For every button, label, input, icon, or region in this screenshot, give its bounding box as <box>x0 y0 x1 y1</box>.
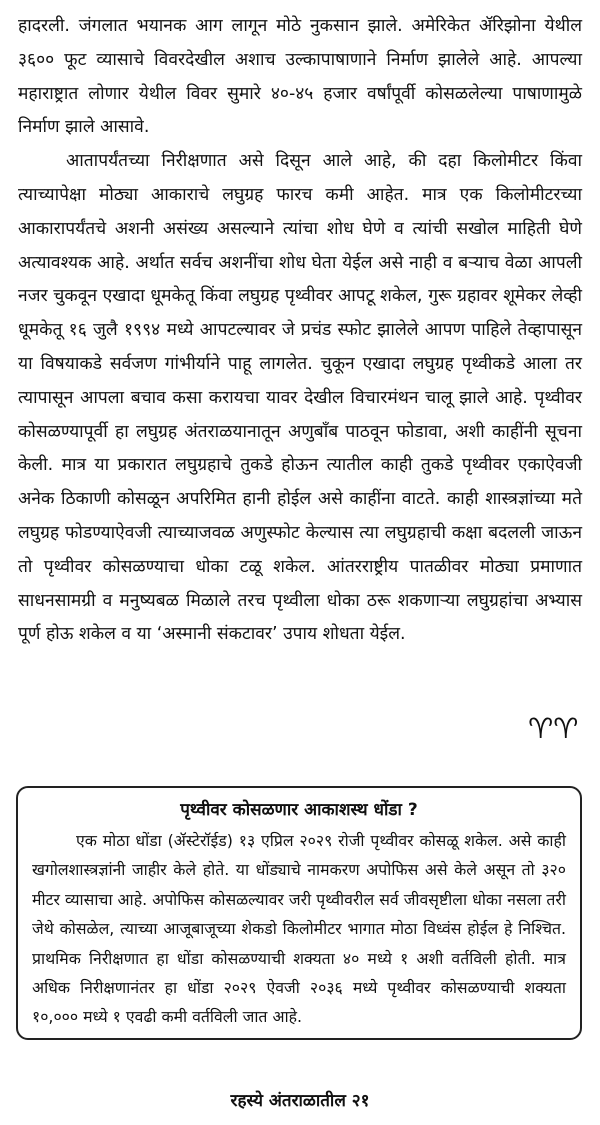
ornament-glyph: ♈♈ <box>528 712 579 745</box>
main-text <box>18 10 582 652</box>
paragraph-2: आतापर्यंतच्या निरीक्षणात असे दिसून आले आहे, की दहा किलोमीटर किंवा त्याच्यापेक्षा मोठ्या आकाराचे लघुग्रह फारच कमी आहेत. मात्र एक किलोमीटरच्या आकारापर्यंतचे अशनी असंख्य असल्याने त्यांचा शोध घेणे व त्यांची सखोल माहिती घेणे अत्यावश्यक आहे. अर्थात सर्वच अशनींचा शोध घेता येईल असे नाही व बऱ्याच वेळा आपली नजर चुकवून एखादा धूमकेतू किंवा लघुग्रह पृथ्वीवर आपटू शकेल, गुरू ग्रहावर शूमेकर लेव्ही धूमकेतू १६ जुलै १९९४ मध्ये आपटल्यावर जे प्रचंड स्फोट झालेले आपण पाहिले तेव्हापासून या विषयाकडे सर्वजण गांभीर्याने पाहू लागलेत. चुकून एखादा लघुग्रह पृथ्वीकडे आला तर त्यापासून आपला बचाव कसा करायचा यावर देखील विचारमंथन चालू झाले आहे. पृथ्वीवर कोसळण्यापूर्वी हा लघुग्रह अंतराळयानातून अणुबॉंब पाठवून फोडावा, अशी काहींनी सूचना केली. मात्र या प्रकारात लघुग्रहाचे तुकडे होऊन त्यातील काही तुकडे पृथ्वीवर एकाऐवजी अनेक ठिकाणी कोसळून अपरिमित हानी होईल असे काहींना वाटते. काही शास्त्रज्ञांच्या मते लघुग्रह फोडण्याऐवजी त्याच्याजवळ अणुस्फोट केल्यास त्या लघुग्रहाची कक्षा बदलली जाऊन तो पृथ्वीवर कोसळण्याचा धोका टळू शकेल. आंतरराष्ट्रीय पातळीवर मोठ्या प्रमाणात साधनसामग्री व मनुष्यबळ मिळाले तरच पृथ्वीला धोका ठरू शकणाऱ्या लघुग्रहांचा अभ्यास पूर्ण होऊ शकेल व या ‘अस्मानी संकटावर’ उपाय शोधता येईल. <box>18 151 582 645</box>
box-body: एक मोठा धोंडा (ॲस्टेरॉईड) १३ एप्रिल २०२९ रोजी पृथ्वीवर कोसळू शकेल. असे काही खगोलशास्त्रज्ञांनी जाहीर केले होते. या धोंड्याचे नामकरण अपोफिस असे केले असून तो ३२० मीटर व्यासाचा आहे. अपोफिस कोसळल्यावर जरी पृथ्वीवरील सर्व जीवसृष्टीला धोका नसला तरी जेथे कोसळेल, त्याच्या आजूबाजूच्या शेकडो किलोमीटर भागात मोठा विध्वंस होईल हे निश्चित. प्राथमिक निरीक्षणात हा धोंडा कोसळण्याची शक्यता ४० मध्ये १ अशी वर्तविली होती. मात्र अधिक निरीक्षणानंतर हा धोंडा २०२९ ऐवजी २०३६ मध्ये पृथ्वीवर कोसळण्याची शक्यता १०,००० मध्ये १ एवढी कमी वर्तविली जात आहे. <box>32 831 566 1027</box>
sidebar-box <box>16 786 582 1040</box>
box-title: पृथ्वीवर कोसळणार आकाशस्थ धोंडा ? <box>180 800 418 820</box>
paragraph-1: हादरली. जंगलात भयानक आग लागून मोठे नुकसान झाले. अमेरिकेत ॲरिझोना येथील ३६०० फूट व्यासाचे विवरदेखील अशाच उल्कापाषाणाने निर्माण झालेले आहे. आपल्या महाराष्ट्रात लोणार येथील विवर सुमारे ४०-४५ हजार वर्षांपूर्वी कोसळलेल्या पाषाणामुळे निर्माण झाले आसावे. <box>18 16 582 138</box>
page-footer: रहस्ये अंतराळातील २१ <box>230 1091 370 1111</box>
